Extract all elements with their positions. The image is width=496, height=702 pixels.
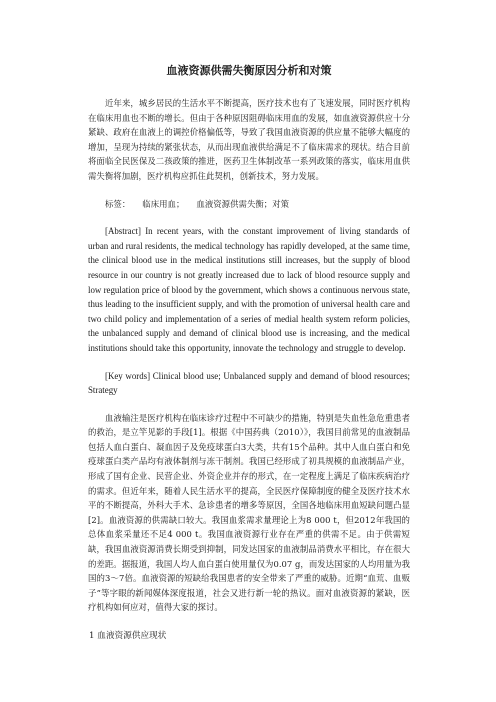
keyword-item: 临床用血； xyxy=(142,198,185,209)
abstract-english: [Abstract] In recent years, with the constant improvement of living standards of urban and rural residents, the medical technology has rapidly developed, at the same time, the clinical blood use in the medical institutions still increases, but the supply of blood resource in our country is not greatly increased due to lack of blood resource supply and low regulation price of blood by the government, which shows a continuous nervous state, thus leading to the insufficient supply, and with the promotion of universal health care and two child policy and implementation of a series of medial health system reform policies, the unbalanced supply and demand of clinical blood use is increasing, and the medical institutions should take this opportunity, innovate the technology and struggle to develop. xyxy=(88,226,410,353)
body-paragraph: 血液输注是医疗机构在临床诊疗过程中不可缺少的措施，特别是失血性急危重患者的救治，是立竿见影的手段[1]。根据《中国药典（2010）》，我国目前常见的血液制品包括人血白蛋白、凝血因子及免疫球蛋白3大类，共有15个品种。其中人血白蛋白和免疫球蛋白类产品均有液体制剂与冻干制剂。我国已经形成了初具规模的血液制品产业，形成了国有企业、民营企业、外资企业并存的形式，在一定程度上满足了临床疾病治疗的需求。但近年来，随着人民生活水平的提高，全民医疗保障制度的健全及医疗技术水平的不断提高，外科大手术、急诊患者的增多等原因，全国各地临床用血短缺问题凸显[2]。血液资源的供需缺口较大。我国血浆需求量理论上为8 000 t，但2012年我国的总体血浆采量还不足4 000 t。我国血液资源行业存在严重的供需不足。由于供需短缺，我国血液资源消费长期受到抑制，同发达国家的血液制品消费水平相比，存在很大的差距。据报道，我国人均人血白蛋白使用量仅为0.07 g，而发达国家的人均用量为我国的3～7倍。血液资源的短缺给我国患者的安全带来了严重的威胁。近期“血荒、血贩子”等字眼的新闻媒体深度报道，社会又进行新一轮的热议。面对血液资源的紧缺，医疗机构如何应对，值得大家的探讨。 xyxy=(88,412,410,613)
abstract-chinese: 近年来，城乡居民的生活水平不断提高，医疗技术也有了飞速发展，同时医疗机构在临床用血也不断的增长。但由于各种原因阻碍临床用血的发展，如血液资源供应十分紧缺、政府在血液上的调控价格偏低等，导致了我国血液资源的供应量不能够大幅度的增加，呈现为持续的紧张状态，从而出现血液供给满足不了临床需求的现状。结合目前将面临全民医保及二孩政策的推进，医药卫生体制改革一系列政策的落实，临床用血供需失衡将加剧，医疗机构应抓住此契机，创新技术，努力发展。 xyxy=(88,98,410,181)
section-heading: 1 血液资源供应现状 xyxy=(89,631,167,641)
keyword-item: 血液资源供需失衡；对策 xyxy=(196,198,290,209)
keywords-english: [Key words] Clinical blood use; Unbalanced supply and demand of blood resources; Strategy xyxy=(88,370,410,396)
keywords-chinese xyxy=(88,197,410,212)
paper-title: 血液资源供需失衡原因分析和对策 xyxy=(166,64,332,77)
keywords-label: 标签： xyxy=(105,198,131,209)
